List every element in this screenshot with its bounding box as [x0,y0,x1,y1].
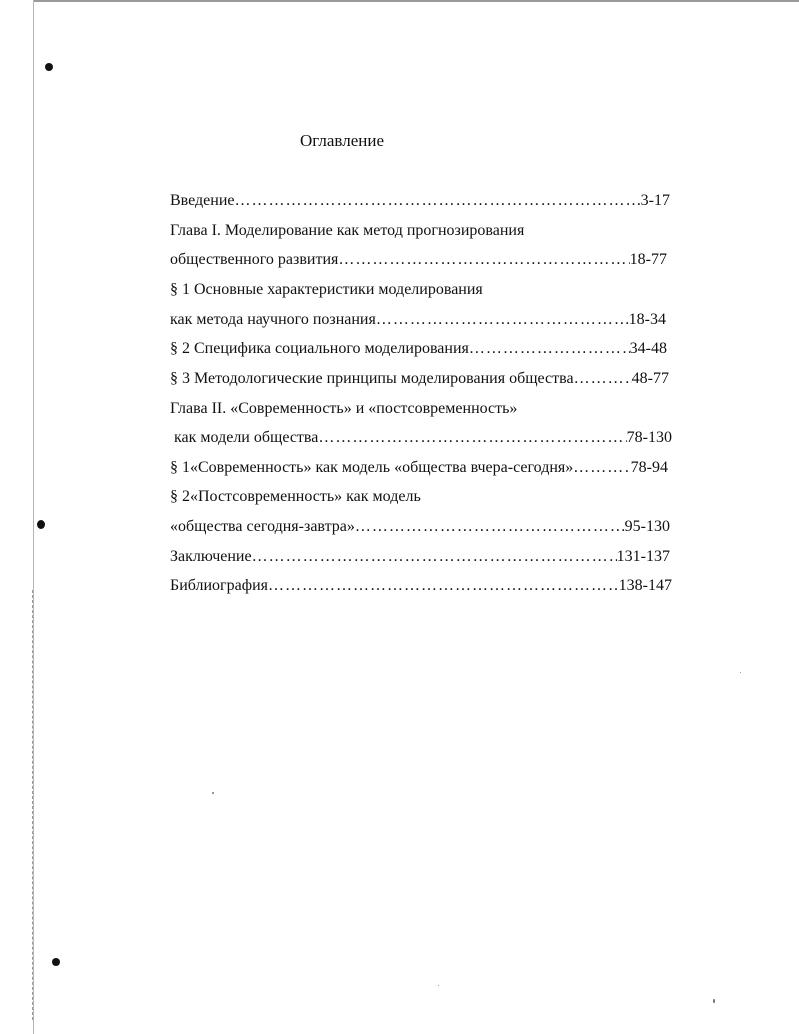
toc-entry-pages: 18-34 [628,311,666,328]
leader-dots [252,546,617,568]
toc-entry-pages: 18-77 [629,251,667,268]
toc-entry-pages: 78-130 [626,429,672,446]
toc-entry-label: Библиография [170,577,268,594]
toc-chapter-1-title: Глава I. Моделирование как метод прогнозирования [170,222,525,239]
leader-dots [573,457,630,479]
scan-speck [740,672,741,673]
toc-entry-label: как модели общества [174,429,319,446]
punch-hole-mark-middle [37,520,45,529]
toc-entry-section-1 [170,309,666,331]
toc-entry-label: § 1«Современность» как модель «общества вчера-сегодня» [170,459,574,476]
toc-entry-chapter-1 [170,249,667,271]
punch-hole-mark-top [45,63,53,71]
toc-chapter-2-section-2-title: § 2«Постсовременность» как модель [170,488,421,505]
toc-entry-label: общественного развития [170,251,339,268]
toc-entry-conclusion [170,546,670,568]
scan-top-edge [34,0,799,2]
scan-left-edge-dashed [32,590,34,1020]
leader-dots [355,516,625,538]
scan-speck [713,999,715,1003]
leader-dots [376,309,629,331]
toc-entry-pages: 138-147 [618,577,672,594]
leader-dots [338,249,629,271]
toc-entry-label: Введение [170,192,235,209]
page-title: Оглавление [300,131,384,150]
leader-dots [469,338,630,360]
leader-dots [268,575,619,597]
toc-entry-pages: 131-137 [616,548,670,565]
punch-hole-mark-bottom [52,958,60,966]
toc-entry-label: § 3 Методологические принципы моделирования общества [170,370,574,387]
toc-entry-section-2 [170,338,667,360]
toc-entry-section-3 [170,368,669,390]
leader-dots [574,368,632,390]
leader-dots [318,427,626,449]
toc-entry-bibliography [170,575,672,597]
scan-speck [212,792,214,794]
toc-entry-label: § 2 Специфика социального моделирования [170,340,469,357]
toc-entry-label: как метода научного познания [170,311,376,328]
toc-entry-pages: 95-130 [624,518,670,535]
toc-entry-pages: 3-17 [640,192,670,209]
toc-entry-chapter-2-section-1 [170,457,668,479]
scan-speck [438,985,439,986]
toc-entry-label: Заключение [170,548,252,565]
toc-chapter-2-title: Глава II. «Современность» и «постсовременность» [170,400,518,417]
toc-section-1-title: § 1 Основные характеристики моделирования [170,281,483,298]
toc-entry-chapter-2-section-2 [170,516,670,538]
toc-entry-intro [170,190,670,212]
toc-entry-pages: 78-94 [630,459,668,476]
toc-entry-chapter-2 [174,427,672,449]
toc-entry-label: «общества сегодня-завтра» [170,518,355,535]
toc-entry-pages: 34-48 [629,340,667,357]
leader-dots [235,190,641,212]
toc-entry-pages: 48-77 [631,370,669,387]
